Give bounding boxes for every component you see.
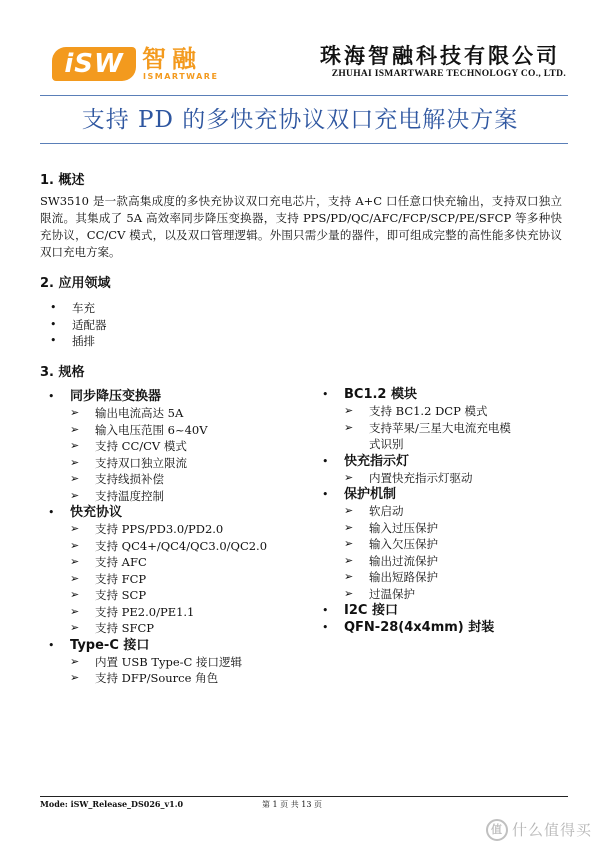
arrow-bullet-icon: ➢ <box>70 654 80 668</box>
spec-group-title: • 同步降压变换器 <box>48 389 162 404</box>
spec-group-title: • 快充协议 <box>48 505 123 520</box>
spec-item: ➢ 输入过压保护 <box>344 520 438 535</box>
list-item: • 适配器 <box>50 318 107 332</box>
logo-chinese-name: 智融 <box>142 45 202 73</box>
arrow-bullet-icon: ➢ <box>70 488 80 502</box>
spec-item: ➢ 过温保护 <box>344 586 415 601</box>
spec-item: ➢ 支持线损补偿 <box>70 472 164 486</box>
company-name-en: ZHUHAI ISMARTWARE TECHNOLOGY CO., LTD. <box>331 69 566 79</box>
spec-group-title: • 快充指示灯 <box>322 453 410 469</box>
arrow-bullet-icon: ➢ <box>70 422 80 436</box>
spec-group-title: • QFN-28(4x4mm) 封装 <box>322 620 495 635</box>
document-title: 支持 PD 的多快充协议双口充电解决方案 <box>81 107 519 133</box>
logo-english-name: ISMARTWARE <box>143 72 219 81</box>
arrow-bullet-icon: ➢ <box>70 671 80 684</box>
spec-group-title: • BC1.2 模块 <box>322 387 418 402</box>
spec-item: ➢ 支持温度控制 <box>70 488 164 503</box>
arrow-bullet-icon: ➢ <box>344 470 354 484</box>
watermark-logo-icon: 值 <box>486 819 508 841</box>
arrow-bullet-icon: ➢ <box>344 586 354 600</box>
list-item: • 插排 <box>50 334 95 348</box>
company-name-cn: 珠海智融科技有限公司 <box>320 43 560 68</box>
bullet-icon: • <box>48 390 55 403</box>
spec-group-title: • 保护机制 <box>322 487 397 502</box>
spec-item: ➢ 支持 CC/CV 模式 <box>70 439 187 453</box>
site-watermark <box>486 819 592 842</box>
arrow-bullet-icon: ➢ <box>70 555 80 568</box>
bullet-icon: • <box>50 334 57 347</box>
spec-item: ➢ 内置快充指示灯驱动 <box>344 470 473 485</box>
arrow-bullet-icon: ➢ <box>344 504 354 517</box>
arrow-bullet-icon: ➢ <box>344 404 354 417</box>
specs-left-column <box>48 388 310 687</box>
bullet-icon: • <box>322 388 329 401</box>
bullet-icon: • <box>48 638 55 652</box>
spec-item: ➢ 支持双口独立限流 <box>70 455 187 470</box>
spec-item: ➢ 支持 PPS/PD3.0/PD2.0 <box>70 522 224 536</box>
spec-item: ➢ 支持 SCP <box>70 588 147 602</box>
overview-paragraph: SW3510 是一款高集成度的多快充协议双口充电芯片，支持 A+C 口任意口快充输出，支持双口独立限流。其集成了 5A 高效率同步降压变换器，支持 PPS/PD/QC/AFC/FCP/SCP/PE/SFCP 等多种快充协议，CC/CV 模式，以及双口管理逻辑。外围只需少量的器件，即可组成完整的高性能多快充协议双口充电方案。 <box>40 194 562 259</box>
arrow-bullet-icon: ➢ <box>344 553 354 567</box>
arrow-bullet-icon: ➢ <box>344 570 354 583</box>
bullet-icon: • <box>50 301 57 314</box>
bullet-icon: • <box>322 604 329 617</box>
spec-group-title: • I2C 接口 <box>322 603 398 618</box>
footer-divider <box>40 796 568 797</box>
section-heading-overview: 1. 概述 <box>40 173 85 188</box>
arrow-bullet-icon: ➢ <box>344 537 354 550</box>
spec-item: ➢ 输出短路保护 <box>344 570 438 584</box>
watermark-text: 什么值得买 <box>511 820 592 839</box>
title-divider <box>40 143 568 144</box>
arrow-bullet-icon: ➢ <box>70 406 80 419</box>
header-divider <box>40 95 568 96</box>
bullet-icon: • <box>322 488 329 501</box>
spec-item: ➢ 输入欠压保护 <box>344 537 438 551</box>
spec-item: ➢ 支持苹果/三星大电流充电模式识别 <box>344 420 511 451</box>
arrow-bullet-icon: ➢ <box>70 439 80 452</box>
spec-item: ➢ 支持 PE2.0/PE1.1 <box>70 604 195 619</box>
arrow-bullet-icon: ➢ <box>344 420 354 434</box>
arrow-bullet-icon: ➢ <box>70 588 80 601</box>
footer-document-id: Mode: iSW_Release_DS026_v1.0 <box>40 799 184 809</box>
spec-item: ➢ 输入电压范围 6~40V <box>70 422 208 437</box>
bullet-icon: • <box>322 454 329 468</box>
section-heading-applications: 2. 应用领域 <box>40 276 111 291</box>
arrow-bullet-icon: ➢ <box>70 538 80 552</box>
arrow-bullet-icon: ➢ <box>70 522 80 535</box>
spec-item: ➢ 支持 BC1.2 DCP 模式 <box>344 404 488 418</box>
logo-badge: iSW <box>52 47 136 81</box>
spec-item: ➢ 输出电流高达 5A <box>70 406 184 420</box>
spec-item: ➢ 支持 DFP/Source 角色 <box>70 671 219 685</box>
page-header <box>0 0 600 100</box>
spec-item: ➢ 软启动 <box>344 504 404 518</box>
arrow-bullet-icon: ➢ <box>70 455 80 469</box>
spec-item: ➢ 内置 USB Type-C 接口逻辑 <box>70 654 243 669</box>
spec-item: ➢ 支持 FCP <box>70 571 147 586</box>
arrow-bullet-icon: ➢ <box>70 571 80 585</box>
bullet-icon: • <box>48 506 55 519</box>
arrow-bullet-icon: ➢ <box>344 520 354 534</box>
specs-right-column <box>322 386 568 636</box>
spec-item: ➢ 输出过流保护 <box>344 553 438 568</box>
section-heading-specs: 3. 规格 <box>40 365 85 380</box>
arrow-bullet-icon: ➢ <box>70 604 80 618</box>
arrow-bullet-icon: ➢ <box>70 472 80 485</box>
spec-item: ➢ 支持 AFC <box>70 555 147 569</box>
bullet-icon: • <box>322 621 329 634</box>
spec-item: ➢ 支持 SFCP <box>70 621 155 635</box>
arrow-bullet-icon: ➢ <box>70 621 80 634</box>
spec-group-title: • Type-C 接口 <box>48 637 150 653</box>
bullet-icon: • <box>50 318 57 331</box>
footer-page-number: 第 1 页 共 13 页 <box>262 800 322 809</box>
list-item: • 车充 <box>50 301 95 315</box>
spec-item: ➢ 支持 QC4+/QC4/QC3.0/QC2.0 <box>70 538 268 553</box>
company-logo <box>52 45 232 89</box>
